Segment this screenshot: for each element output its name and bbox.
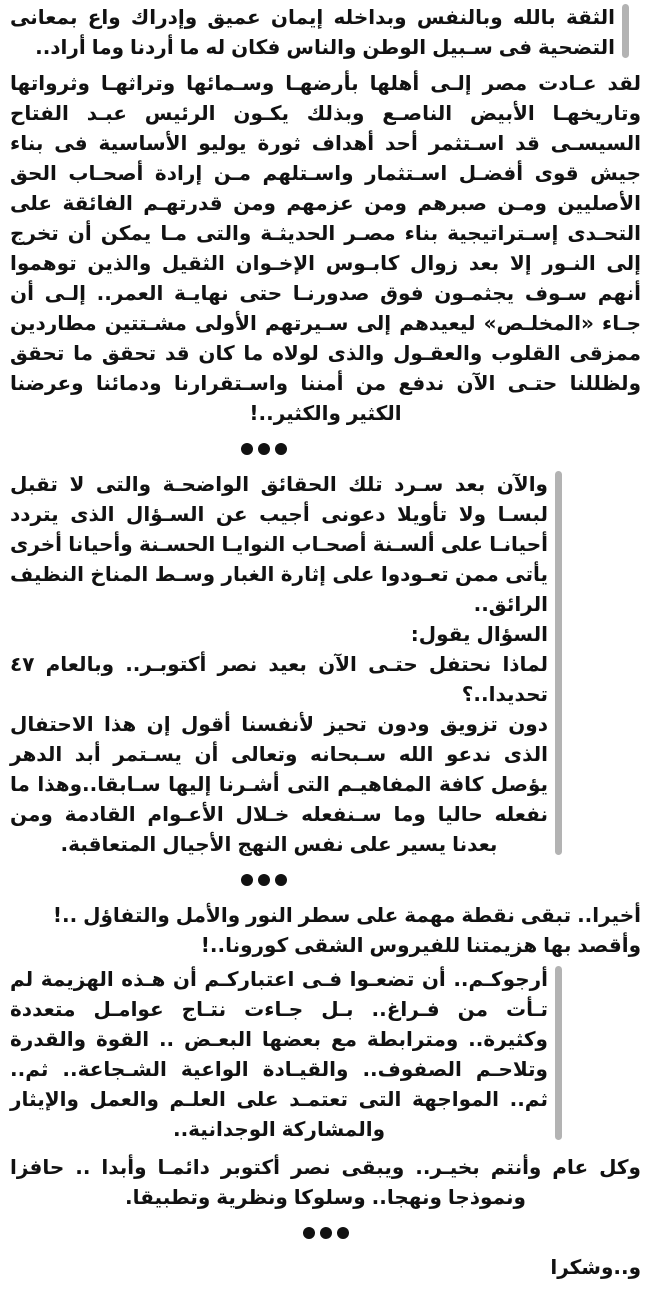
greeting-block bbox=[10, 1152, 641, 1212]
question-label: السؤال يقول: bbox=[410, 622, 548, 646]
pull-quote-bar bbox=[555, 966, 562, 1140]
separator-dot bbox=[258, 874, 270, 886]
section-separator bbox=[10, 1225, 641, 1241]
section-separator bbox=[0, 872, 579, 888]
intro-paragraph: الثقة بالله وبالنفس وبداخله إيمان عميق وإدراك واع بمعانى التضحية فى سـبيل الوطن والناس فكان له ما أردنا وما أراد.. bbox=[10, 5, 615, 59]
separator-dot bbox=[337, 1227, 349, 1239]
section-separator bbox=[0, 441, 579, 457]
finally-paragraph-1: أخيرا.. تبقى نقطة مهمة على سطر النور والأمل والتفاؤل ..! bbox=[52, 903, 641, 927]
separator-dot bbox=[275, 443, 287, 455]
separator-dot bbox=[241, 874, 253, 886]
separator-dot bbox=[275, 874, 287, 886]
return-block bbox=[10, 68, 641, 428]
facts-block bbox=[10, 469, 548, 859]
return-paragraph: لقد عـادت مصر إلـى أهلها بأرضهـا وسـمائها وتراثهـا وثرواتها وتاريخهـا الأبيض الناصـع وبذلك يكـون الرئيس عبـد الفتاح السيسـى قد اسـتثمر أحد أهداف ثورة يوليو الأساسية فى بناء جيش قوى أفضـل اسـتثمار واسـتلهم مـن إرادة أصحـاب الحق الأصليين ومـن صبرهم ومن عزمهم ومن قدرتهـم الفائقة على التحـدى إسـتراتيجية بناء مصـر الحديثـة والتى مـا يمكن أن تخرج إلى النـور إلا بعد زوال كابـوس الإخـوان الثقيل والذين توهموا أنهم سـوف يجثمـون فوق صدورنـا حتى نهايـة العمر.. إلـى أن جـاء «المخلـص» ليعيدهم إلى سـيرتهم الأولى مشـتتين مطاردين ممزقى القلوب والعقـول والذى لولاه ما كان قد تحقق ما تحقق ولظللنا حتـى الآن ندفع من أمننا واسـتقرارنا ودمائنا وعرضنا الكثير والكثير..! bbox=[10, 71, 641, 425]
closing-line: و..وشكرا bbox=[550, 1255, 641, 1279]
separator-dot bbox=[258, 443, 270, 455]
plea-block bbox=[10, 964, 548, 1144]
separator-dot bbox=[320, 1227, 332, 1239]
separator-dot bbox=[241, 443, 253, 455]
pull-quote-bar bbox=[555, 471, 562, 855]
finally-paragraph-2: وأقصد بها هزيمتنا للفيروس الشقى كورونا..! bbox=[200, 933, 641, 957]
answer-paragraph: دون تزويق ودون تحيز لأنفسنا أقول إن هذا الاحتفال الذى ندعو الله سـبحانه وتعالى أن يسـتمر أبد الدهر يؤصل كافة المفاهيـم التى أشـرنا إليها سـابقا..وهذا ما نفعله حاليا وما سـنفعله خـلال الأعـوام القادمة ومن بعدنا يسير على نفس النهج الأجيال المتعاقبة. bbox=[10, 712, 548, 856]
facts-paragraph: والآن بعد سـرد تلك الحقائق الواضحـة والتى لا تقبل لبسـا ولا تأويلا دعونى أجيب عن السـؤال الذى يتردد أحيانـا على ألسـنة أصحـاب النوايـا الحسـنة وأحيانا أخرى يأتى ممن تعـودوا على إثارة الغبار وسـط المناخ النظيف الرائق.. bbox=[10, 472, 548, 616]
plea-paragraph: أرجوكـم.. أن تضعـوا فـى اعتباركـم أن هـذه الهزيمة لم تـأت من فـراغ.. بـل جـاءت نتـاج عوامـل متعددة وكثيرة.. ومترابطة مع بعضها البعـض .. القوة والقدرة وتلاحـم الصفوف.. والقيـادة الواعية الشـجاعة.. ثم.. ثم.. المواجهة التى تعتمـد على العلـم والعمل والإيثار والمشاركة الوجدانية.. bbox=[10, 967, 548, 1141]
greeting-paragraph: وكل عام وأنتم بخيـر.. ويبقى نصر أكتوبر دائمـا وأبدا .. حافزا ونموذجا ونهجا.. وسلوكا ونظرية وتطبيقا. bbox=[10, 1155, 641, 1209]
finally-block bbox=[10, 900, 641, 960]
intro-block bbox=[10, 2, 615, 62]
separator-dot bbox=[303, 1227, 315, 1239]
pull-quote-bar bbox=[622, 4, 629, 58]
question-paragraph: لماذا نحتفل حتـى الآن بعيد نصر أكتوبـر.. وبالعام ٤٧ تحديدا..؟ bbox=[10, 652, 548, 706]
